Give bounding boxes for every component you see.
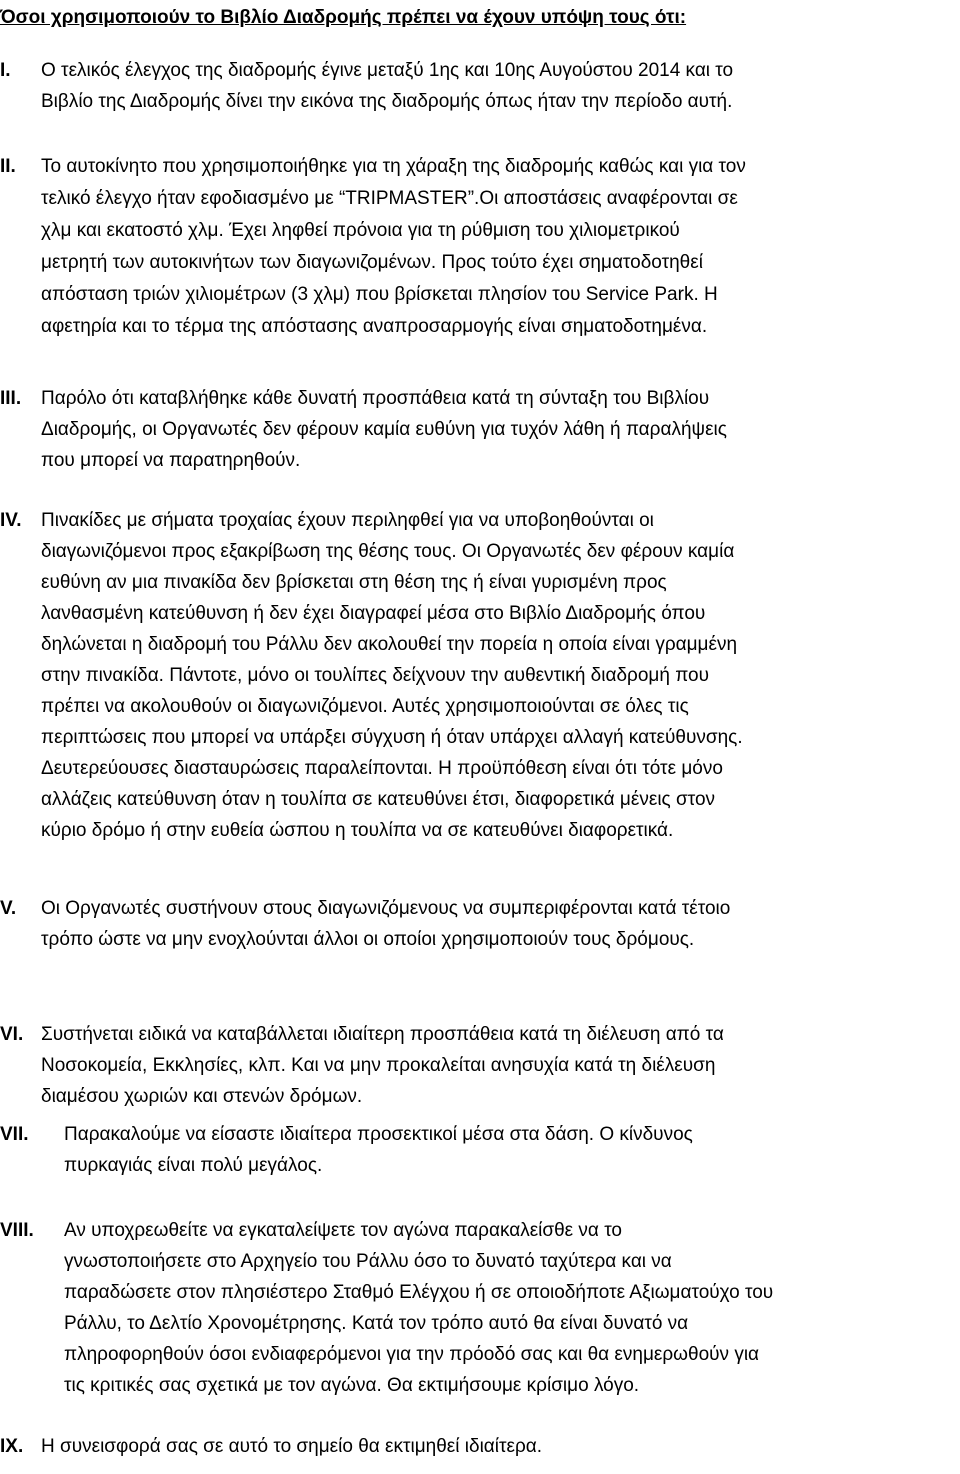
list-item-text-line: λανθασμένη κατεύθυνση ή δεν έχει διαγραφεί μέσα στο Βιβλίο Διαδρομής όπου [41, 603, 706, 624]
list-item-text-line: πυρκαγιάς είναι πολύ μεγάλος. [64, 1155, 323, 1176]
list-item-text-line: στην πινακίδα. Πάντοτε, μόνο οι τουλίπες δείχνουν την αυθεντική διαδρομή που [41, 665, 709, 686]
list-item-text-line: τρόπο ώστε να μην ενοχλούνται άλλοι οι οποίοι χρησιμοποιούν τους δρόμους. [41, 929, 695, 950]
list-item-text-line: αλλάζεις κατεύθυνση όταν η τουλίπα σε κατευθύνει έτσι, διαφορετικά μένεις στον [41, 789, 716, 810]
list-item-text-line: Διαδρομής, οι Οργανωτές δεν φέρουν καμία ευθύνη για τυχόν λάθη ή παραλήψεις [41, 419, 727, 440]
list-item-numeral: II. [0, 156, 16, 177]
list-item-text-line: Ο τελικός έλεγχος της διαδρομής έγινε μεταξύ 1ης και 10ης Αυγούστου 2014 και το [41, 60, 734, 81]
list-item-numeral: VII. [0, 1124, 29, 1145]
list-item-text-line: Πινακίδες με σήματα τροχαίας έχουν περιληφθεί για να υποβοηθούνται οι [41, 510, 654, 531]
list-item-text-line: διαμέσου χωριών και στενών δρόμων. [41, 1086, 363, 1107]
list-item-text-line: μετρητή των αυτοκινήτων των διαγωνιζομένων. Προς τούτο έχει σηματοδοτηθεί [41, 252, 703, 273]
list-item-numeral: VI. [0, 1024, 24, 1045]
list-item-text-line: τελικό έλεγχο ήταν εφοδιασμένο με “TRIPMASTER”.Οι αποστάσεις αναφέρονται σε [41, 188, 738, 209]
page-heading: Όσοι χρησιμοποιούν το Βιβλίο Διαδρομής πρέπει να έχουν υπόψη τους ότι: [0, 7, 687, 28]
list-item-numeral: IX. [0, 1436, 24, 1457]
list-item-text-line: Συστήνεται ειδικά να καταβάλλεται ιδιαίτερη προσπάθεια κατά τη διέλευση από τα [41, 1024, 724, 1045]
list-item-text-line: απόσταση τριών χιλιομέτρων (3 χλμ) που βρίσκεται πλησίον του Service Park. Η [41, 284, 718, 305]
list-item-text-line: Η συνεισφορά σας σε αυτό το σημείο θα εκτιμηθεί ιδιαίτερα. [41, 1436, 543, 1457]
list-item-text-line: πρέπει να ακολουθούν οι διαγωνιζόμενοι. Αυτές χρησιμοποιούνται σε όλες τις [41, 696, 689, 717]
list-item-text-line: Νοσοκομεία, Εκκλησίες, κλπ. Και να μην προκαλείται ανησυχία κατά τη διέλευση [41, 1055, 716, 1076]
list-item-text-line: ευθύνη αν μια πινακίδα δεν βρίσκεται στη θέση της ή είναι γυρισμένη προς [41, 572, 667, 593]
list-item-text-line: που μπορεί να παρατηρηθούν. [41, 450, 301, 471]
list-item-text-line: τις κριτικές σας σχετικά με τον αγώνα. Θα εκτιμήσουμε κρίσιμο λόγο. [64, 1375, 640, 1396]
list-item-text-line: Οι Οργανωτές συστήνουν στους διαγωνιζόμενους να συμπεριφέρονται κατά τέτοιο [41, 898, 731, 919]
list-item-text-line: παραδώσετε στον πλησιέστερο Σταθμό Ελέγχου ή σε οποιοδήποτε Αξιωματούχο του [64, 1282, 774, 1303]
list-item-text-line: περιπτώσεις που μπορεί να υπάρξει σύγχυση ή όταν υπάρχει αλλαγή κατεύθυνσης. [41, 727, 743, 748]
list-item-text-line: Βιβλίο της Διαδρομής δίνει την εικόνα της διαδρομής όπως ήταν την περίοδο αυτή. [41, 91, 733, 112]
list-item-text-line: πληροφορηθούν όσοι ενδιαφερόμενοι για την πρόοδό σας και θα ενημερωθούν για [64, 1344, 760, 1365]
list-item-text-line: κύριο δρόμο ή στην ευθεία ώσπου η τουλίπα να σε κατευθύνει διαφορετικά. [41, 820, 674, 841]
list-item-numeral: IV. [0, 510, 22, 531]
list-item-text-line: Δευτερεύουσες διασταυρώσεις παραλείπονται. Η προϋπόθεση είναι ότι τότε μόνο [41, 758, 723, 779]
list-item-text-line: Παρόλο ότι καταβλήθηκε κάθε δυνατή προσπάθεια κατά τη σύνταξη του Βιβλίου [41, 388, 710, 409]
list-item-text-line: Παρακαλούμε να είσαστε ιδιαίτερα προσεκτικοί μέσα στα δάση. Ο κίνδυνος [64, 1124, 693, 1145]
list-item-text-line: δηλώνεται η διαδρομή του Ράλλυ δεν ακολουθεί την πορεία η οποία είναι γραμμένη [41, 634, 738, 655]
list-item-text-line: Ράλλυ, το Δελτίο Χρονομέτρησης. Κατά τον τρόπο αυτό θα είναι δυνατό να [64, 1313, 689, 1334]
list-item-numeral: VIII. [0, 1220, 34, 1241]
list-item-text-line: αφετηρία και το τέρμα της απόστασης αναπροσαρμογής είναι σηματοδοτημένα. [41, 316, 708, 337]
list-item-text-line: γνωστοποιήσετε στο Αρχηγείο του Ράλλυ όσο το δυνατό ταχύτερα και να [64, 1251, 672, 1272]
list-item-numeral: V. [0, 898, 17, 919]
list-item-text-line: Το αυτοκίνητο που χρησιμοποιήθηκε για τη χάραξη της διαδρομής καθώς και για τον [41, 156, 746, 177]
list-item-text-line: διαγωνιζόμενοι προς εξακρίβωση της θέσης τους. Οι Οργανωτές δεν φέρουν καμία [41, 541, 735, 562]
list-item-text-line: χλμ και εκατοστό χλμ. Έχει ληφθεί πρόνοια για τη ρύθμιση του χιλιομετρικού [41, 220, 680, 241]
list-item-numeral: I. [0, 60, 11, 81]
list-item-text-line: Αν υποχρεωθείτε να εγκαταλείψετε τον αγώνα παρακαλείσθε να το [64, 1220, 622, 1241]
list-item-numeral: III. [0, 388, 22, 409]
